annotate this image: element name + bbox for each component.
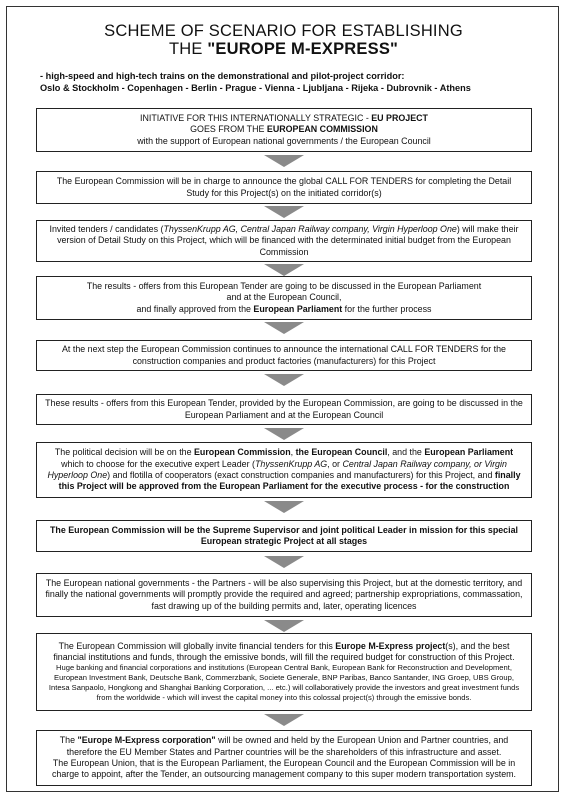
- flow-arrow-2: [264, 206, 304, 218]
- s10-text-a: The European Commission will globally invite financial tenders for this: [58, 640, 336, 651]
- s9-text: The European national governments - the Partners - will be also supervising this Project, but at the domestic territory, and finally the national governments will promptly provide the required and agreed; partnership expropriations, commassation, fast drawing up of the building permits and, later, operating licences: [45, 577, 523, 611]
- flow-arrow-5: [264, 374, 304, 386]
- s10-text-b: (s), and the best financial institutions and funds, through the emissive bonds, will fill the required budget for construction of this Project.: [53, 640, 515, 662]
- s7-t2: ,: [290, 447, 296, 458]
- s7-t3: , and the: [387, 447, 425, 458]
- s7-t4: which to choose for the executive expert Leader (: [61, 458, 255, 469]
- s11-text-b: will be owned and held by the European Union and Partner countries, and therefore the EU Member States and Partner countries will be the shareholders of this infrastructure and asset.: [66, 735, 509, 757]
- flow-arrow-1: [264, 155, 304, 167]
- s10-bold: Europe M-Express project: [335, 640, 446, 651]
- step-box-national-governments: [36, 573, 532, 617]
- step-box-supreme-supervisor: [36, 520, 532, 552]
- s10-banks-list: Huge banking and financial corporations and institutions (European Central Bank, European Bank for Reconstruction and Development, European Investment Bank, Deutsche Bank, Commerzbank, Societe Generale, BNP Paribas, Banco Santander, ING Groep, UBS Group, Intesa Sanpaolo, Hongkong and Shanghai Banking Corporation, ... etc.) will collaboratively provide the investors and great investment funds from the worldwide - which will invest the capital money into this colossal project(s) through the emissive bonds.: [48, 663, 520, 703]
- step-box-initiative: [36, 108, 532, 152]
- s4-bold: European Parliament: [253, 303, 343, 314]
- step-box-detail-study-tender: [36, 171, 532, 204]
- flow-arrow-9: [264, 620, 304, 632]
- s4-text-b: and at the European Council,: [226, 292, 342, 303]
- corridor-route: Oslo & Stockholm - Copenhagen - Berlin - Prague - Vienna - Ljubljana - Rijeka - Dubrovnik - Athens: [40, 83, 471, 93]
- s7-b1: European Commission: [194, 447, 291, 458]
- s2-text: The European Commission will be in charge to announce the global CALL FOR TENDERS for completing the Detail Study for this Project(s) on the initiated corridor(s): [56, 176, 512, 198]
- s11-text-c: The European Union, that is the European Parliament, the European Council and the European Commission will be in charge to appoint, after the Tender, an outsourcing management company to this super modern transportation system.: [51, 758, 517, 780]
- flow-arrow-10: [264, 714, 304, 726]
- title-project-name: "EUROPE M-EXPRESS": [207, 40, 399, 58]
- step-box-candidates: [36, 220, 532, 262]
- scheme-title-line1: SCHEME OF SCENARIO FOR ESTABLISHING: [104, 22, 463, 40]
- s1-text-a: INITIATIVE FOR THIS INTERNATIONALLY STRATEGIC -: [140, 112, 372, 123]
- s3-text-a: Invited tenders / candidates (: [49, 223, 164, 234]
- flow-arrow-6: [264, 428, 304, 440]
- s6-text: These results - offers from this European Tender, provided by the European Commission, are going to be discussed in the European Parliament and at the European Council: [45, 398, 523, 420]
- s4-text-end: for the further process: [342, 303, 432, 314]
- s11-text-a: The: [59, 735, 78, 746]
- s7-t6: ) and flotilla of cooperators (exact construction companies and manufacturers) for this Project, and: [107, 470, 495, 480]
- s7-t5: , or: [327, 458, 343, 469]
- s7-b4: finally this Project will be approved from the European Parliament for the executive process - for the construction: [58, 470, 521, 492]
- s5-text: At the next step the European Commission continues to announce the international CALL FOR TENDERS for the construction companies and product factories (manufacturers) for this Project: [62, 344, 506, 366]
- s7-i1: ThyssenKrupp AG: [254, 458, 328, 469]
- s7-i2: Central Japan Railway company, or Virgin Hyperloop One: [47, 458, 507, 480]
- flow-arrow-8: [264, 556, 304, 568]
- s7-t1: The political decision will be on the: [54, 447, 194, 458]
- intro-description: - high-speed and high-tech trains on the demonstrational and pilot-project corridor:: [40, 71, 405, 81]
- s8-text: The European Commission will be the Supreme Supervisor and joint political Leader in mission for this special European strategic Project at all stages: [49, 524, 518, 546]
- step-box-tender-results: [36, 394, 532, 425]
- s4-text-a: The results - offers from this European Tender are going to be discussed in the European Parliament: [86, 280, 482, 291]
- step-box-construction-tender: [36, 340, 532, 371]
- step-box-financial-tenders: [36, 633, 532, 711]
- flow-arrow-4: [264, 322, 304, 334]
- corridor-intro: [40, 70, 540, 94]
- step-box-corporation-ownership: [36, 730, 532, 786]
- scheme-title-line2: [0, 40, 567, 59]
- s1-bold-a: EU PROJECT: [371, 112, 428, 123]
- s1-bold-b: EUROPEAN COMMISSION: [266, 124, 378, 135]
- s1-text-c: with the support of European national governments / the European Council: [137, 135, 431, 146]
- s4-text-c: and finally approved from the: [136, 303, 254, 314]
- s11-bold: "Europe M-Express corporation": [77, 735, 216, 746]
- s1-text-b: GOES FROM THE: [190, 124, 267, 135]
- s3-candidates: ThyssenKrupp AG, Central Japan Railway company, Virgin Hyperloop One: [163, 223, 457, 234]
- s7-b3: European Parliament: [424, 447, 514, 458]
- title-prefix: THE: [168, 40, 208, 58]
- step-box-political-decision: [36, 442, 532, 498]
- flow-arrow-3: [264, 264, 304, 276]
- s7-b2: the European Council: [295, 447, 388, 458]
- flow-arrow-7: [264, 501, 304, 513]
- step-box-results-discussion: [36, 276, 532, 320]
- s3-text-b: ) will make their version of Detail Study on this Project, which will be financed with the determinated initial budget from the European Commission: [57, 223, 519, 257]
